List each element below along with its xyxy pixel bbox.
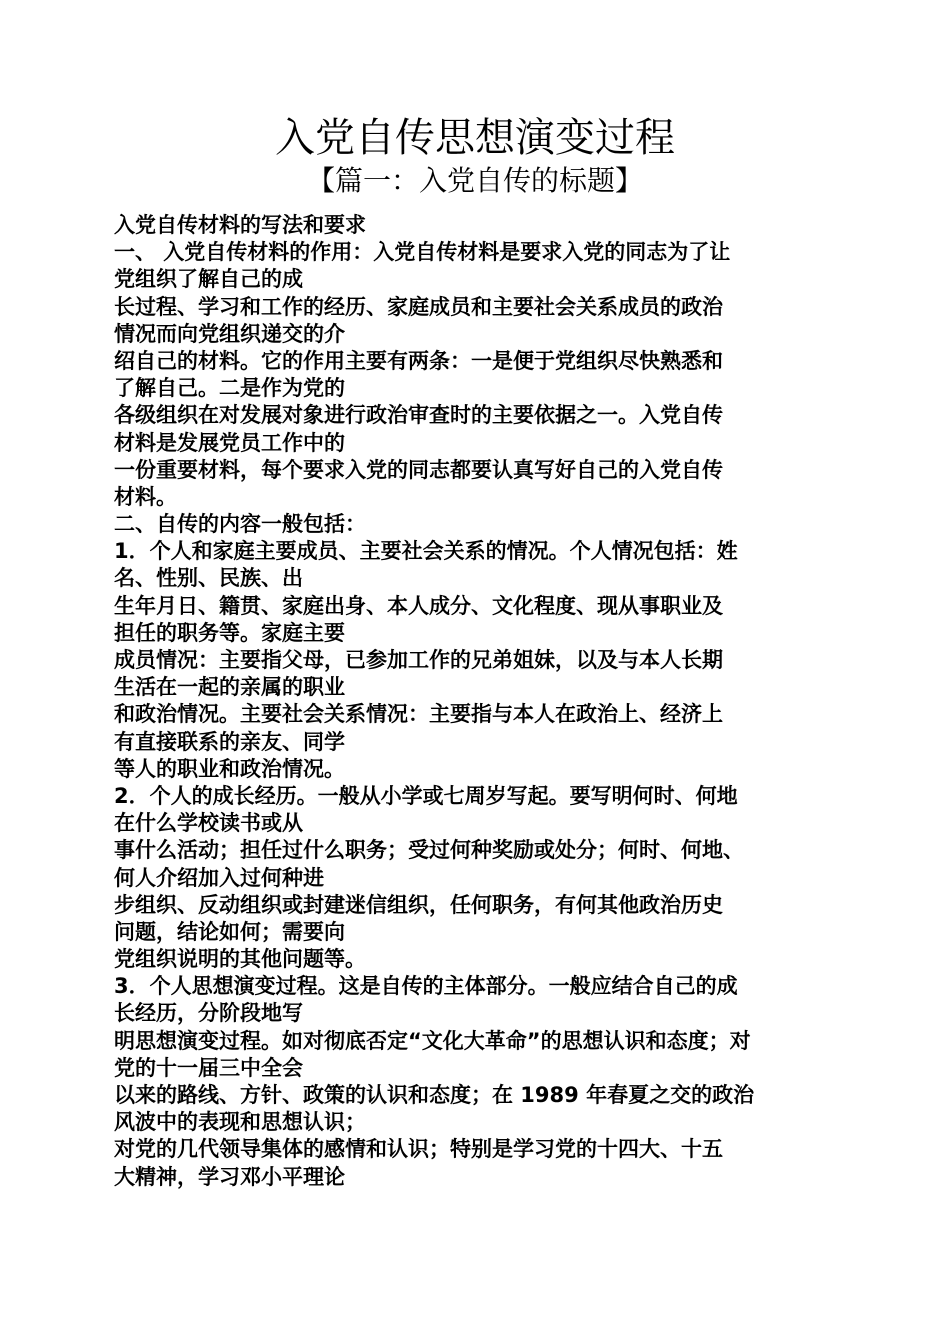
body-line: 等人的职业和政治情况。 (114, 756, 345, 781)
body-line: 风波中的表现和思想认识； (114, 1110, 366, 1135)
body-line: 生年月日、籍贯、家庭出身、本人成分、文化程度、现从事职业及 (114, 593, 723, 618)
body-line: 2．个人的成长经历。一般从小学或七周岁写起。要写明何时、何地 (114, 783, 738, 808)
body-line: 担任的职务等。家庭主要 (114, 620, 345, 645)
document-body (114, 212, 834, 1191)
body-line: 一、 入党自传材料的作用：入党自传材料是要求入党的同志为了让 (114, 240, 731, 265)
body-line: 绍自己的材料。它的作用主要有两条：一是便于党组织尽快熟悉和 (114, 348, 723, 373)
body-line: 生活在一起的亲属的职业 (114, 675, 345, 700)
body-line: 明思想演变过程。如对彻底否定“文化大革命”的思想认识和态度；对 (114, 1028, 751, 1053)
body-line: 大精神，学习邓小平理论 (114, 1164, 345, 1189)
body-line: 有直接联系的亲友、同学 (114, 729, 345, 754)
body-line: 3．个人思想演变过程。这是自传的主体部分。一般应结合自己的成 (114, 974, 738, 999)
body-line: 何人介绍加入过何种进 (114, 865, 324, 890)
body-line: 以来的路线、方针、政策的认识和态度；在 1989 年春夏之交的政治 (114, 1083, 755, 1107)
document-title: 入党自传思想演变过程 (275, 115, 675, 161)
body-line: 步组织、反动组织或封建迷信组织，任何职务，有何其他政治历史 (114, 892, 723, 917)
body-line: 在什么学校读书或从 (114, 811, 303, 836)
body-line: 党的十一届三中全会 (114, 1055, 303, 1080)
body-line: 成员情况：主要指父母，已参加工作的兄弟姐妹，以及与本人长期 (114, 648, 723, 672)
body-line: 事什么活动；担任过什么职务；受过何种奖励或处分；何时、何地、 (114, 838, 744, 863)
body-line: 材料。 (114, 484, 177, 509)
body-line: 入党自传材料的写法和要求 (114, 213, 366, 237)
document-subtitle: 【篇一：入党自传的标题】 (306, 164, 643, 197)
body-line: 和政治情况。主要社会关系情况：主要指与本人在政治上、经济上 (114, 702, 723, 727)
body-line: 名、性别、民族、出 (114, 566, 303, 591)
body-line: 了解自己。二是作为党的 (114, 376, 345, 401)
body-line: 问题，结论如何；需要向 (114, 919, 345, 944)
body-line: 二、自传的内容一般包括： (114, 512, 366, 537)
body-line: 党组织了解自己的成 (114, 267, 303, 292)
body-line: 对党的几代领导集体的感情和认识；特别是学习党的十四大、十五 (114, 1137, 723, 1162)
body-line: 1．个人和家庭主要成员、主要社会关系的情况。个人情况包括：姓 (114, 539, 738, 564)
body-line: 情况而向党组织递交的介 (114, 321, 345, 346)
body-line: 一份重要材料，每个要求入党的同志都要认真写好自己的入党自传 (114, 457, 723, 482)
body-line: 材料是发展党员工作中的 (114, 430, 345, 455)
body-line: 长经历，分阶段地写 (114, 1001, 303, 1026)
body-line: 党组织说明的其他问题等。 (114, 947, 366, 972)
body-line: 长过程、学习和工作的经历、家庭成员和主要社会关系成员的政治 (114, 294, 723, 319)
body-line: 各级组织在对发展对象进行政治审查时的主要依据之一。入党自传 (114, 403, 723, 428)
